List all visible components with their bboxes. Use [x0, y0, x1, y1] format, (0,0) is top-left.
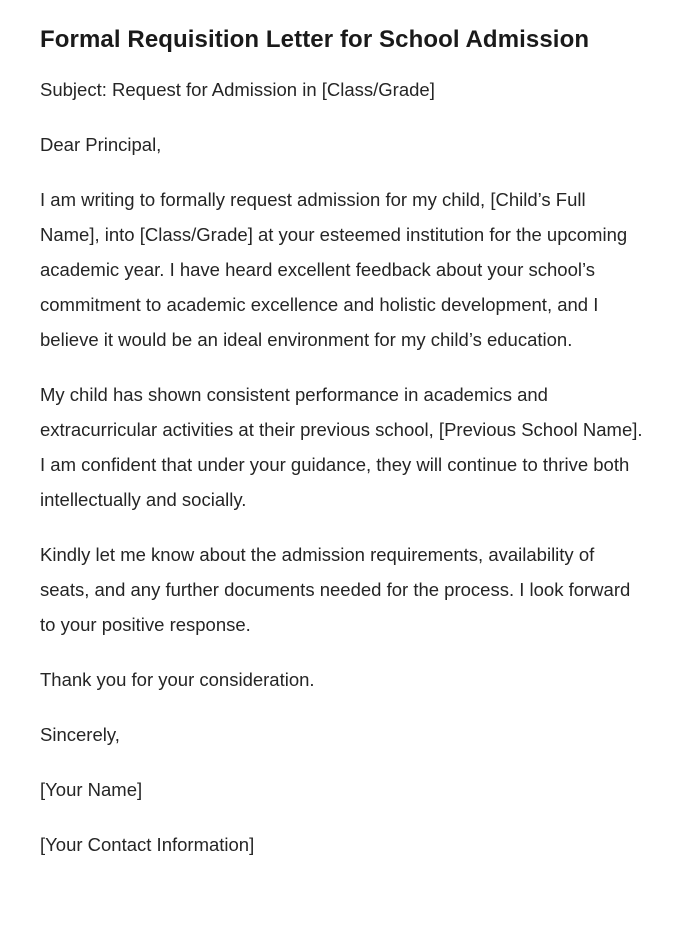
signature-contact: [Your Contact Information]	[40, 834, 255, 855]
signature-name: [Your Name]	[40, 779, 143, 800]
body-paragraph-1: I am writing to formally request admission for my child, [Child’s Full Name], into [Class/Grade] at your esteemed institution for the upcoming academic year. I have heard excellent feedback about your school’s commitment to academic excellence and holistic development, and I believe it would be an ideal environment for my child’s education.	[40, 189, 628, 350]
body-paragraph-3: Kindly let me know about the admission requirements, availability of seats, and any further documents needed for the process. I look forward to your positive response.	[40, 544, 631, 635]
closing-line: Sincerely,	[40, 724, 120, 745]
gratitude-line: Thank you for your consideration.	[40, 669, 315, 690]
body-paragraph-2: My child has shown consistent performance in academics and extracurricular activities at their previous school, [Previous School Name]. I am confident that under your guidance, they will continue to thrive both intellectually and socially.	[40, 384, 643, 510]
page-title: Formal Requisition Letter for School Admission	[40, 26, 590, 53]
salutation: Dear Principal,	[40, 134, 162, 155]
subject-line: Subject: Request for Admission in [Class/Grade]	[40, 79, 435, 100]
